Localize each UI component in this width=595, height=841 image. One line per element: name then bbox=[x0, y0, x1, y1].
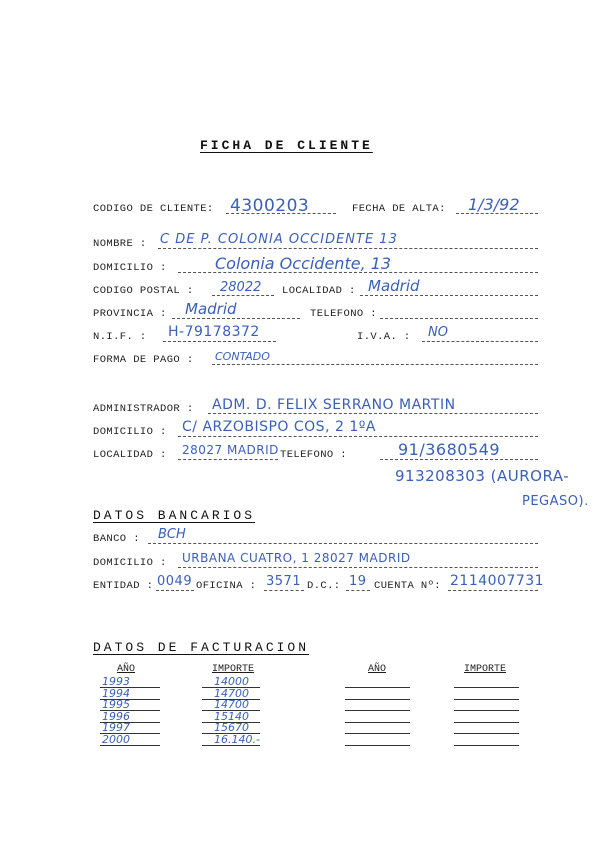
admin-localidad-line bbox=[178, 459, 278, 460]
billing-row-line bbox=[345, 710, 410, 711]
col-year-header: AÑO bbox=[117, 664, 136, 675]
banco-line bbox=[148, 543, 538, 544]
bank-domicilio-value: URBANA CUATRO, 1 28027 MADRID bbox=[182, 551, 411, 565]
col-amount-header: IMPORTE bbox=[212, 664, 255, 675]
localidad-label: LOCALIDAD : bbox=[282, 285, 356, 297]
admin-telefono-value: 91/3680549 bbox=[398, 440, 501, 459]
admin-telefono-extra: 913208303 (AURORA- bbox=[395, 467, 570, 485]
administrador-label: ADMINISTRADOR : bbox=[93, 403, 194, 415]
bank-domicilio-label: DOMICILIO : bbox=[93, 557, 167, 569]
billing-row-line bbox=[345, 745, 410, 746]
codigo-cliente-value: 4300203 bbox=[230, 196, 310, 216]
nif-label: N.I.F. : bbox=[93, 331, 147, 343]
billing-year: 1997 bbox=[102, 721, 130, 734]
billing-year: 2000 bbox=[102, 732, 130, 746]
billing-amount: 14000 bbox=[214, 675, 249, 688]
codigo-cliente-label: CODIGO DE CLIENTE: bbox=[93, 203, 214, 215]
oficina-line bbox=[264, 590, 304, 591]
iva-value: NO bbox=[428, 325, 448, 340]
cuenta-label: CUENTA Nº: bbox=[374, 580, 442, 592]
nif-line bbox=[163, 341, 276, 342]
billing-row-line bbox=[345, 687, 410, 688]
billing-row-line bbox=[345, 733, 410, 734]
nif-value: H-79178372 bbox=[168, 324, 260, 340]
nombre-line bbox=[158, 248, 538, 249]
billing-row-line bbox=[454, 733, 519, 734]
forma-pago-label: FORMA DE PAGO : bbox=[93, 354, 194, 366]
billing-row-line bbox=[345, 699, 410, 700]
billing-amount: 14700 bbox=[214, 686, 249, 700]
billing-row-line bbox=[454, 745, 519, 746]
admin-telefono-line bbox=[380, 459, 538, 460]
col-amount2-header: IMPORTE bbox=[464, 664, 507, 675]
iva-label: I.V.A. : bbox=[357, 331, 411, 343]
bank-domicilio-line bbox=[178, 567, 538, 568]
dc-value: 19 bbox=[349, 574, 367, 589]
entidad-line bbox=[156, 590, 194, 591]
billing-amount: 15670 bbox=[214, 721, 249, 734]
administrador-value: ADM. D. FELIX SERRANO MARTIN bbox=[212, 397, 456, 413]
domicilio-label: DOMICILIO : bbox=[93, 262, 167, 274]
billing-amount: 14700 bbox=[214, 698, 249, 711]
localidad-value: Madrid bbox=[368, 277, 420, 295]
banco-value: BCH bbox=[158, 527, 186, 542]
admin-telefono-label: TELEFONO : bbox=[280, 449, 348, 461]
admin-domicilio-value: C/ ARZOBISPO COS, 2 1ºA bbox=[182, 419, 376, 435]
dc-label: D.C.: bbox=[307, 580, 341, 592]
page-title: FICHA DE CLIENTE bbox=[200, 138, 373, 153]
forma-pago-value: CONTADO bbox=[215, 350, 270, 363]
provincia-line bbox=[172, 318, 300, 319]
provincia-value: Madrid bbox=[185, 300, 237, 318]
admin-telefono-extra2: PEGASO). bbox=[522, 494, 589, 509]
telefono-line bbox=[380, 318, 538, 319]
billing-row-line bbox=[454, 699, 519, 700]
admin-localidad-value: 28027 MADRID bbox=[182, 443, 279, 457]
billing-row-line bbox=[454, 710, 519, 711]
billing-row-line bbox=[454, 722, 519, 723]
billing-row-line bbox=[454, 687, 519, 688]
localidad-line bbox=[360, 295, 538, 296]
administrador-line bbox=[208, 413, 538, 414]
admin-domicilio-label: DOMICILIO : bbox=[93, 426, 167, 438]
nombre-label: NOMBRE : bbox=[93, 238, 147, 250]
oficina-value: 3571 bbox=[266, 574, 302, 589]
entidad-label: ENTIDAD : bbox=[93, 580, 154, 592]
billing-year: 1995 bbox=[102, 698, 130, 711]
admin-domicilio-line bbox=[178, 436, 538, 437]
dc-line bbox=[346, 590, 370, 591]
cuenta-value: 2114007731 bbox=[450, 573, 545, 589]
billing-amount: 16.140.- bbox=[214, 732, 260, 746]
datos-facturacion-title: DATOS DE FACTURACION bbox=[93, 640, 310, 655]
forma-pago-line bbox=[212, 364, 538, 365]
billing-year: 1996 bbox=[102, 709, 130, 723]
iva-line bbox=[422, 341, 538, 342]
billing-year: 1993 bbox=[102, 675, 130, 688]
cuenta-line bbox=[448, 590, 538, 591]
datos-bancarios-title: DATOS BANCARIOS bbox=[93, 508, 256, 523]
billing-row-line bbox=[345, 722, 410, 723]
banco-label: BANCO : bbox=[93, 533, 140, 545]
codigo-postal-label: CODIGO POSTAL : bbox=[93, 285, 194, 297]
fecha-alta-value: 1/3/92 bbox=[468, 195, 520, 214]
billing-amount: 15140 bbox=[214, 709, 249, 723]
col-year2-header: AÑO bbox=[368, 664, 387, 675]
nombre-value: C DE P. COLONIA OCCIDENTE 13 bbox=[160, 232, 398, 247]
codigo-postal-line bbox=[212, 295, 274, 296]
domicilio-value: Colonia Occidente, 13 bbox=[215, 254, 392, 273]
telefono-label: TELEFONO : bbox=[310, 308, 378, 320]
fecha-alta-label: FECHA DE ALTA: bbox=[352, 203, 446, 215]
billing-year: 1994 bbox=[102, 686, 130, 700]
codigo-postal-value: 28022 bbox=[220, 280, 262, 295]
provincia-label: PROVINCIA : bbox=[93, 308, 167, 320]
oficina-label: OFICINA : bbox=[196, 580, 257, 592]
entidad-value: 0049 bbox=[157, 574, 193, 589]
admin-localidad-label: LOCALIDAD : bbox=[93, 449, 167, 461]
